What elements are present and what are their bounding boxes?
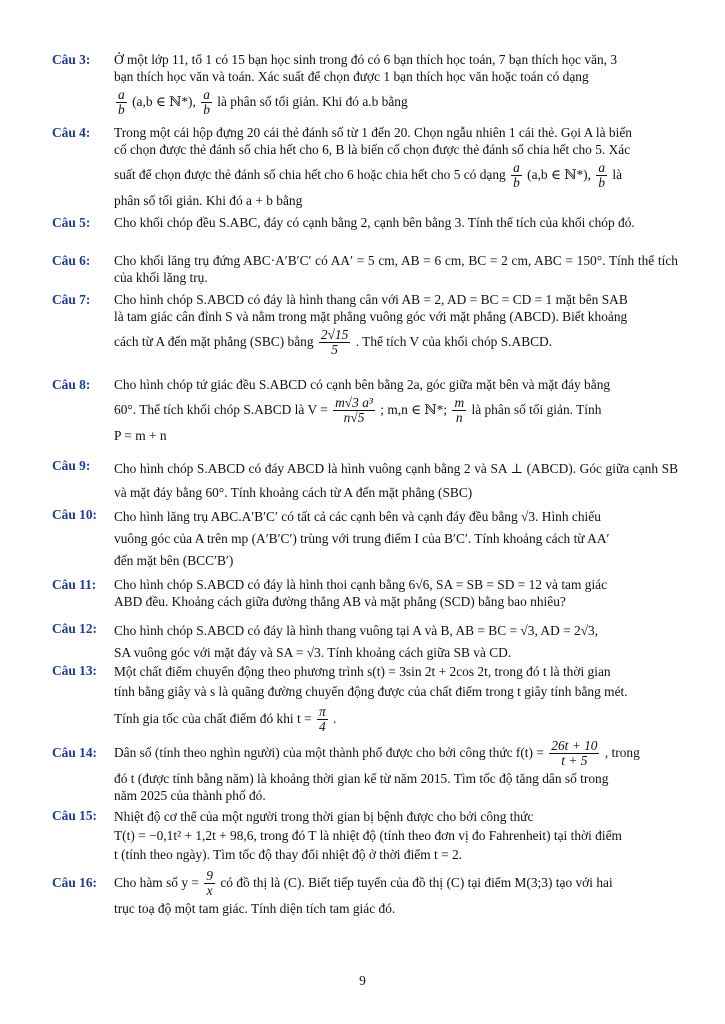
question-formula-line: Tính gia tốc của chất điểm đó khi t = $\frac{\pi}{4}$ . — [114, 704, 337, 735]
question-label: Câu 7: — [52, 292, 91, 307]
question-label: Câu 5: — [52, 215, 91, 230]
question-text-line: vuông góc của A trên mp (A′B′C′) trùng với trung điểm I của B′C′. Tính khoảng cách từ AA′ — [114, 531, 610, 546]
question-4 — [52, 124, 678, 209]
question-5 — [52, 214, 678, 231]
question-text-line: Cho hình chóp tứ giác đều S.ABCD có cạnh bên bằng 2a, góc giữa mặt bên và mặt đáy bằng — [114, 377, 611, 392]
question-text-line: T(t) = −0,1t² + 1,2t + 98,6, trong đó T là nhiệt độ (tính theo đơn vị đo Fahrenheit) tại thời điểm — [114, 828, 622, 843]
question-label: Câu 11: — [52, 577, 97, 592]
question-text-line: Cho hình chóp S.ABCD có đáy là hình thoi cạnh bằng 6√6, SA = SB = SD = 12 và tam giác — [114, 577, 608, 592]
question-text-line: phân số tối giản. Khi đó a + b bằng — [114, 193, 303, 208]
question-text: Cho khối chóp đều S.ABC, đáy có cạnh bằng 2, cạnh bên bằng 3. Tính thể tích của khối chóp đó. — [114, 215, 635, 230]
question-text-line: trục toạ độ một tam giác. Tính diện tích tam giác đó. — [114, 901, 396, 916]
fraction: $\frac{a}{b}$ — [118, 87, 125, 118]
question-text-line: Ở một lớp 11, tổ 1 có 15 bạn học sinh trong đó có 6 bạn thích học toán, 7 bạn thích học văn, 3 — [114, 52, 618, 67]
question-text-line: đó t (được tính bằng năm) là khoảng thời gian kể từ năm 2015. Tìm tốc độ tăng dân số trong — [114, 771, 609, 786]
question-label: Câu 9: — [52, 458, 91, 473]
question-text-line: t (tính theo ngày). Tìm tốc độ thay đổi nhiệt độ ở thời điểm t = 2. — [114, 847, 463, 862]
question-text-line: Cho hình lăng trụ ABC.A′B′C′ có tất cả các cạnh bên và cạnh đáy đều bằng √3. Hình chiếu — [114, 509, 601, 524]
question-formula-line: Dân số (tính theo nghìn người) của một thành phố được cho bởi công thức f(t) = $\frac{26t + 10}{t + 5}$ , trong — [114, 738, 640, 769]
fraction: $\frac{26t + 10}{t + 5}$ — [551, 738, 598, 769]
fraction: $\frac{\text{m√3 a³}}{n√5}$ — [335, 395, 373, 426]
fraction: $\frac{m}{n}$ — [454, 395, 465, 426]
question-11 — [52, 576, 678, 610]
question-text-line: Cho hình chóp S.ABCD có đáy là hình thang vuông tại A và B, AB = BC = √3, AD = 2√3, — [114, 623, 599, 638]
question-text-line: P = m + n — [114, 428, 167, 443]
question-13 — [52, 662, 678, 736]
question-label: Câu 13: — [52, 663, 98, 678]
fraction: $\frac{a}{b}$ — [513, 160, 520, 191]
question-text-line: Một chất điểm chuyển động theo phương trình s(t) = 3sin 2t + 2cos 2t, trong đó t là thời gian — [114, 664, 611, 679]
fraction: $\frac{\pi}{4}$ — [318, 704, 326, 735]
question-formula-line: $\frac{a}{b}$ (a,b ∈ ℕ*), $\frac{a}{b}$ là phân số tối giản. Khi đó a.b bằng — [118, 87, 408, 118]
question-label: Câu 10: — [52, 507, 98, 522]
fraction: $\frac{a}{b}$ — [598, 160, 606, 191]
question-text-line: Nhiệt độ cơ thể của một người trong thời gian bị bệnh được cho bởi công thức — [114, 809, 534, 824]
question-6 — [52, 252, 678, 286]
question-label: Câu 16: — [52, 875, 98, 890]
question-12 — [52, 620, 678, 664]
question-formula-line: suất để chọn được thẻ đánh số chia hết cho 6 hoặc chia hết cho 5 có dạng $\frac{a}{b}$ (a,b ∈ ℕ*), $\frac{a}{b}$ là — [114, 160, 623, 191]
question-8 — [52, 376, 678, 444]
question-text: Cho hình chóp S.ABCD có đáy ABCD là hình vuông cạnh bằng 2 và SA ⊥ (ABCD). Góc giữa cạnh SB và mặt đáy bằng 60°. Tính khoảng cách từ A đến mặt phẳng (SBC) — [114, 461, 678, 500]
question-14 — [52, 736, 678, 804]
question-text-line: SA vuông góc với mặt đáy và SA = √3. Tính khoảng cách giữa SB và CD. — [114, 645, 512, 660]
question-text-line: cố chọn được thẻ đánh số chia hết cho 6, B là biến cố chọn được thẻ đánh số chia hết cho 5. Xác — [114, 142, 631, 157]
question-15 — [52, 807, 678, 864]
question-text-line: là tam giác cân đỉnh S và nằm trong mặt phẳng vuông góc với mặt phẳng (ABCD). Biết khoảng — [114, 309, 628, 324]
question-text-line: tính bằng giây và s là quãng đường chuyển động được của chất điểm trong t giây tính bằng mét. — [114, 684, 628, 699]
question-text-line: bạn thích học văn và toán. Xác suất để chọn được 1 bạn thích học văn hoặc toán có dạng — [114, 69, 589, 84]
question-text-line: năm 2025 của thành phố đó. — [114, 788, 266, 803]
question-text-line: ABD đều. Khoảng cách giữa đường thẳng AB và mặt phẳng (SCD) bằng bao nhiêu? — [114, 594, 566, 609]
question-text-line: Cho hình chóp S.ABCD có đáy là hình thang cân với AB = 2, AD = BC = CD = 1 mặt bên SAB — [114, 292, 628, 307]
page-number: 9 — [359, 973, 366, 988]
question-text: Cho khối lăng trụ đứng ABC·A′B′C′ có AA′ = 5 cm, AB = 6 cm, BC = 2 cm, ABC = 150°. Tính thể tích của khối lăng trụ. — [114, 253, 678, 285]
question-9 — [52, 457, 678, 505]
question-label: Câu 3: — [52, 52, 91, 67]
fraction: $\frac{2√15}{5}$ — [320, 327, 349, 358]
question-label: Câu 8: — [52, 377, 91, 392]
question-label: Câu 12: — [52, 621, 98, 636]
question-label: Câu 14: — [52, 745, 98, 760]
question-label: Câu 15: — [52, 808, 98, 823]
question-text-line: đến mặt bên (BCC′B′) — [114, 553, 234, 568]
question-label: Câu 4: — [52, 125, 91, 140]
question-text-line: Trong một cái hộp đựng 20 cái thẻ đánh số từ 1 đến 20. Chọn ngẫu nhiên 1 cái thẻ. Gọi A là biến — [114, 125, 632, 140]
fraction: $\frac{9}{x}$ — [206, 868, 213, 899]
question-formula-line: 60°. Thể tích khối chóp S.ABCD là V = $\frac{\text{m√3 a³}}{n√5}$ ; m,n ∈ ℕ*; $\frac{m}{n}$ là phân số tối giản. Tính — [114, 395, 602, 426]
question-label: Câu 6: — [52, 253, 91, 268]
question-16 — [52, 866, 678, 917]
fraction: $\frac{a}{b}$ — [203, 87, 210, 118]
question-formula-line: Cho hàm số y = $\frac{9}{x}$ có đồ thị là (C). Biết tiếp tuyến của đồ thị (C) tại điểm M(3;3) tạo với hai — [114, 868, 613, 899]
question-3 — [52, 51, 678, 119]
question-10 — [52, 506, 678, 572]
question-7 — [52, 291, 678, 359]
question-formula-line: cách từ A đến mặt phẳng (SBC) bằng $\frac{2√15}{5}$ . Thể tích V của khối chóp S.ABCD. — [114, 327, 553, 358]
